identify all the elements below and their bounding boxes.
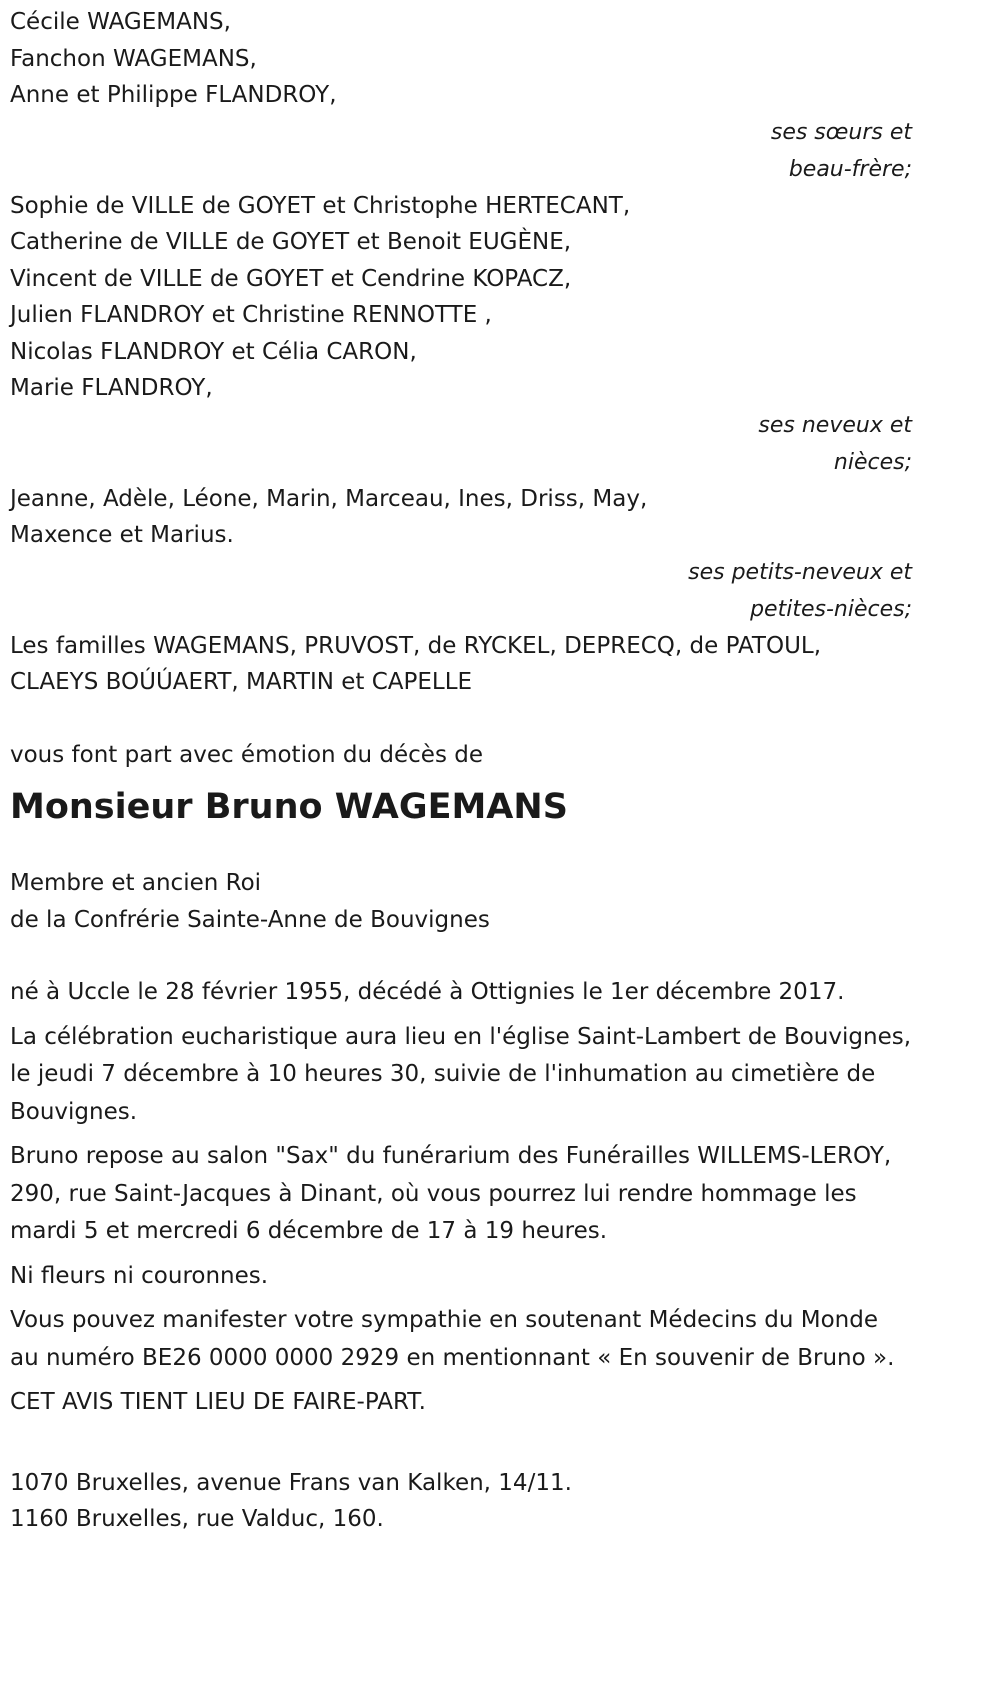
notice-statement: CET AVIS TIENT LIEU DE FAIRE-PART. [10,1389,426,1415]
grandnephews-list [10,481,922,554]
family-member-line: Nicolas FLANDROY et Célia CARON, [10,338,417,365]
family-member-line: Anne et Philippe FLANDROY, [10,82,337,108]
family-member-line: Marie FLANDROY, [10,375,213,401]
family-member-line: Les familles WAGEMANS, PRUVOST, de RYCKEL, DEPRECQ, de PATOUL, [10,632,822,659]
title-line: Membre et ancien Roi [10,870,262,896]
family-member-line: Fanchon WAGEMANS, [10,45,257,72]
family-member-line: Vincent de VILLE de GOYET et Cendrine KOPACZ, [10,265,572,292]
family-member-line: Cécile WAGEMANS, [10,9,231,35]
ceremony-paragraph: La célébration eucharistique aura lieu en l'église Saint-Lambert de Bouvignes, le jeudi 7 décembre à 10 heures 30, suivie de l'inhumation au cimetière de Bouvignes. [10,1023,912,1125]
family-member-line: Jeanne, Adèle, Léone, Marin, Marceau, Ines, Driss, May, [10,485,648,512]
relation-line: ses sœurs et [770,119,912,145]
addresses [10,1465,922,1538]
donation-paragraph: Vous pouvez manifester votre sympathie en soutenant Médecins du Monde au numéro BE26 0000 0000 2929 en mentionnant « En souvenir de Bruno ». [10,1307,895,1371]
relation-line: petites-nièces; [750,596,912,622]
relation-line: nièces; [833,449,912,475]
families-list [10,628,922,701]
grandnephews-relation [10,554,922,628]
nephews-relation [10,407,922,481]
notice-body [10,974,922,1422]
title-line: de la Confrérie Sainte-Anne de Bouvignes [10,906,490,933]
address-line: 1160 Bruxelles, rue Valduc, 160. [10,1506,384,1532]
sisters-list [10,4,922,114]
sisters-relation [10,114,922,188]
address-line: 1070 Bruxelles, avenue Frans van Kalken, 14/11. [10,1469,572,1496]
announcement-text: vous font part avec émotion du décès de [10,741,483,768]
relation-line: beau-frère; [788,156,912,182]
family-member-line: CLAEYS BOÚÚAERT, MARTIN et CAPELLE [10,669,473,695]
family-member-line: Catherine de VILLE de GOYET et Benoit EUGÈNE, [10,229,572,255]
relation-line: ses neveux et [758,412,912,438]
no-flowers-paragraph: Ni fleurs ni couronnes. [10,1262,269,1289]
family-member-line: Sophie de VILLE de GOYET et Christophe HERTECANT, [10,192,631,219]
birth-death-paragraph: né à Uccle le 28 février 1955, décédé à Ottignies le 1er décembre 2017. [10,979,845,1005]
deceased-name: Monsieur Bruno WAGEMANS [10,787,568,827]
deceased-titles [10,865,922,938]
funeral-home-paragraph: Bruno repose au salon "Sax" du funérarium des Funérailles WILLEMS-LEROY, 290, rue Saint-Jacques à Dinant, où vous pourrez lui rendre hommage les mardi 5 et mercredi 6 décembre de 17 à 19 heures. [10,1143,892,1244]
family-member-line: Julien FLANDROY et Christine RENNOTTE , [10,302,492,328]
nephews-list [10,188,922,407]
family-member-line: Maxence et Marius. [10,522,234,548]
relation-line: ses petits-neveux et [688,559,912,585]
